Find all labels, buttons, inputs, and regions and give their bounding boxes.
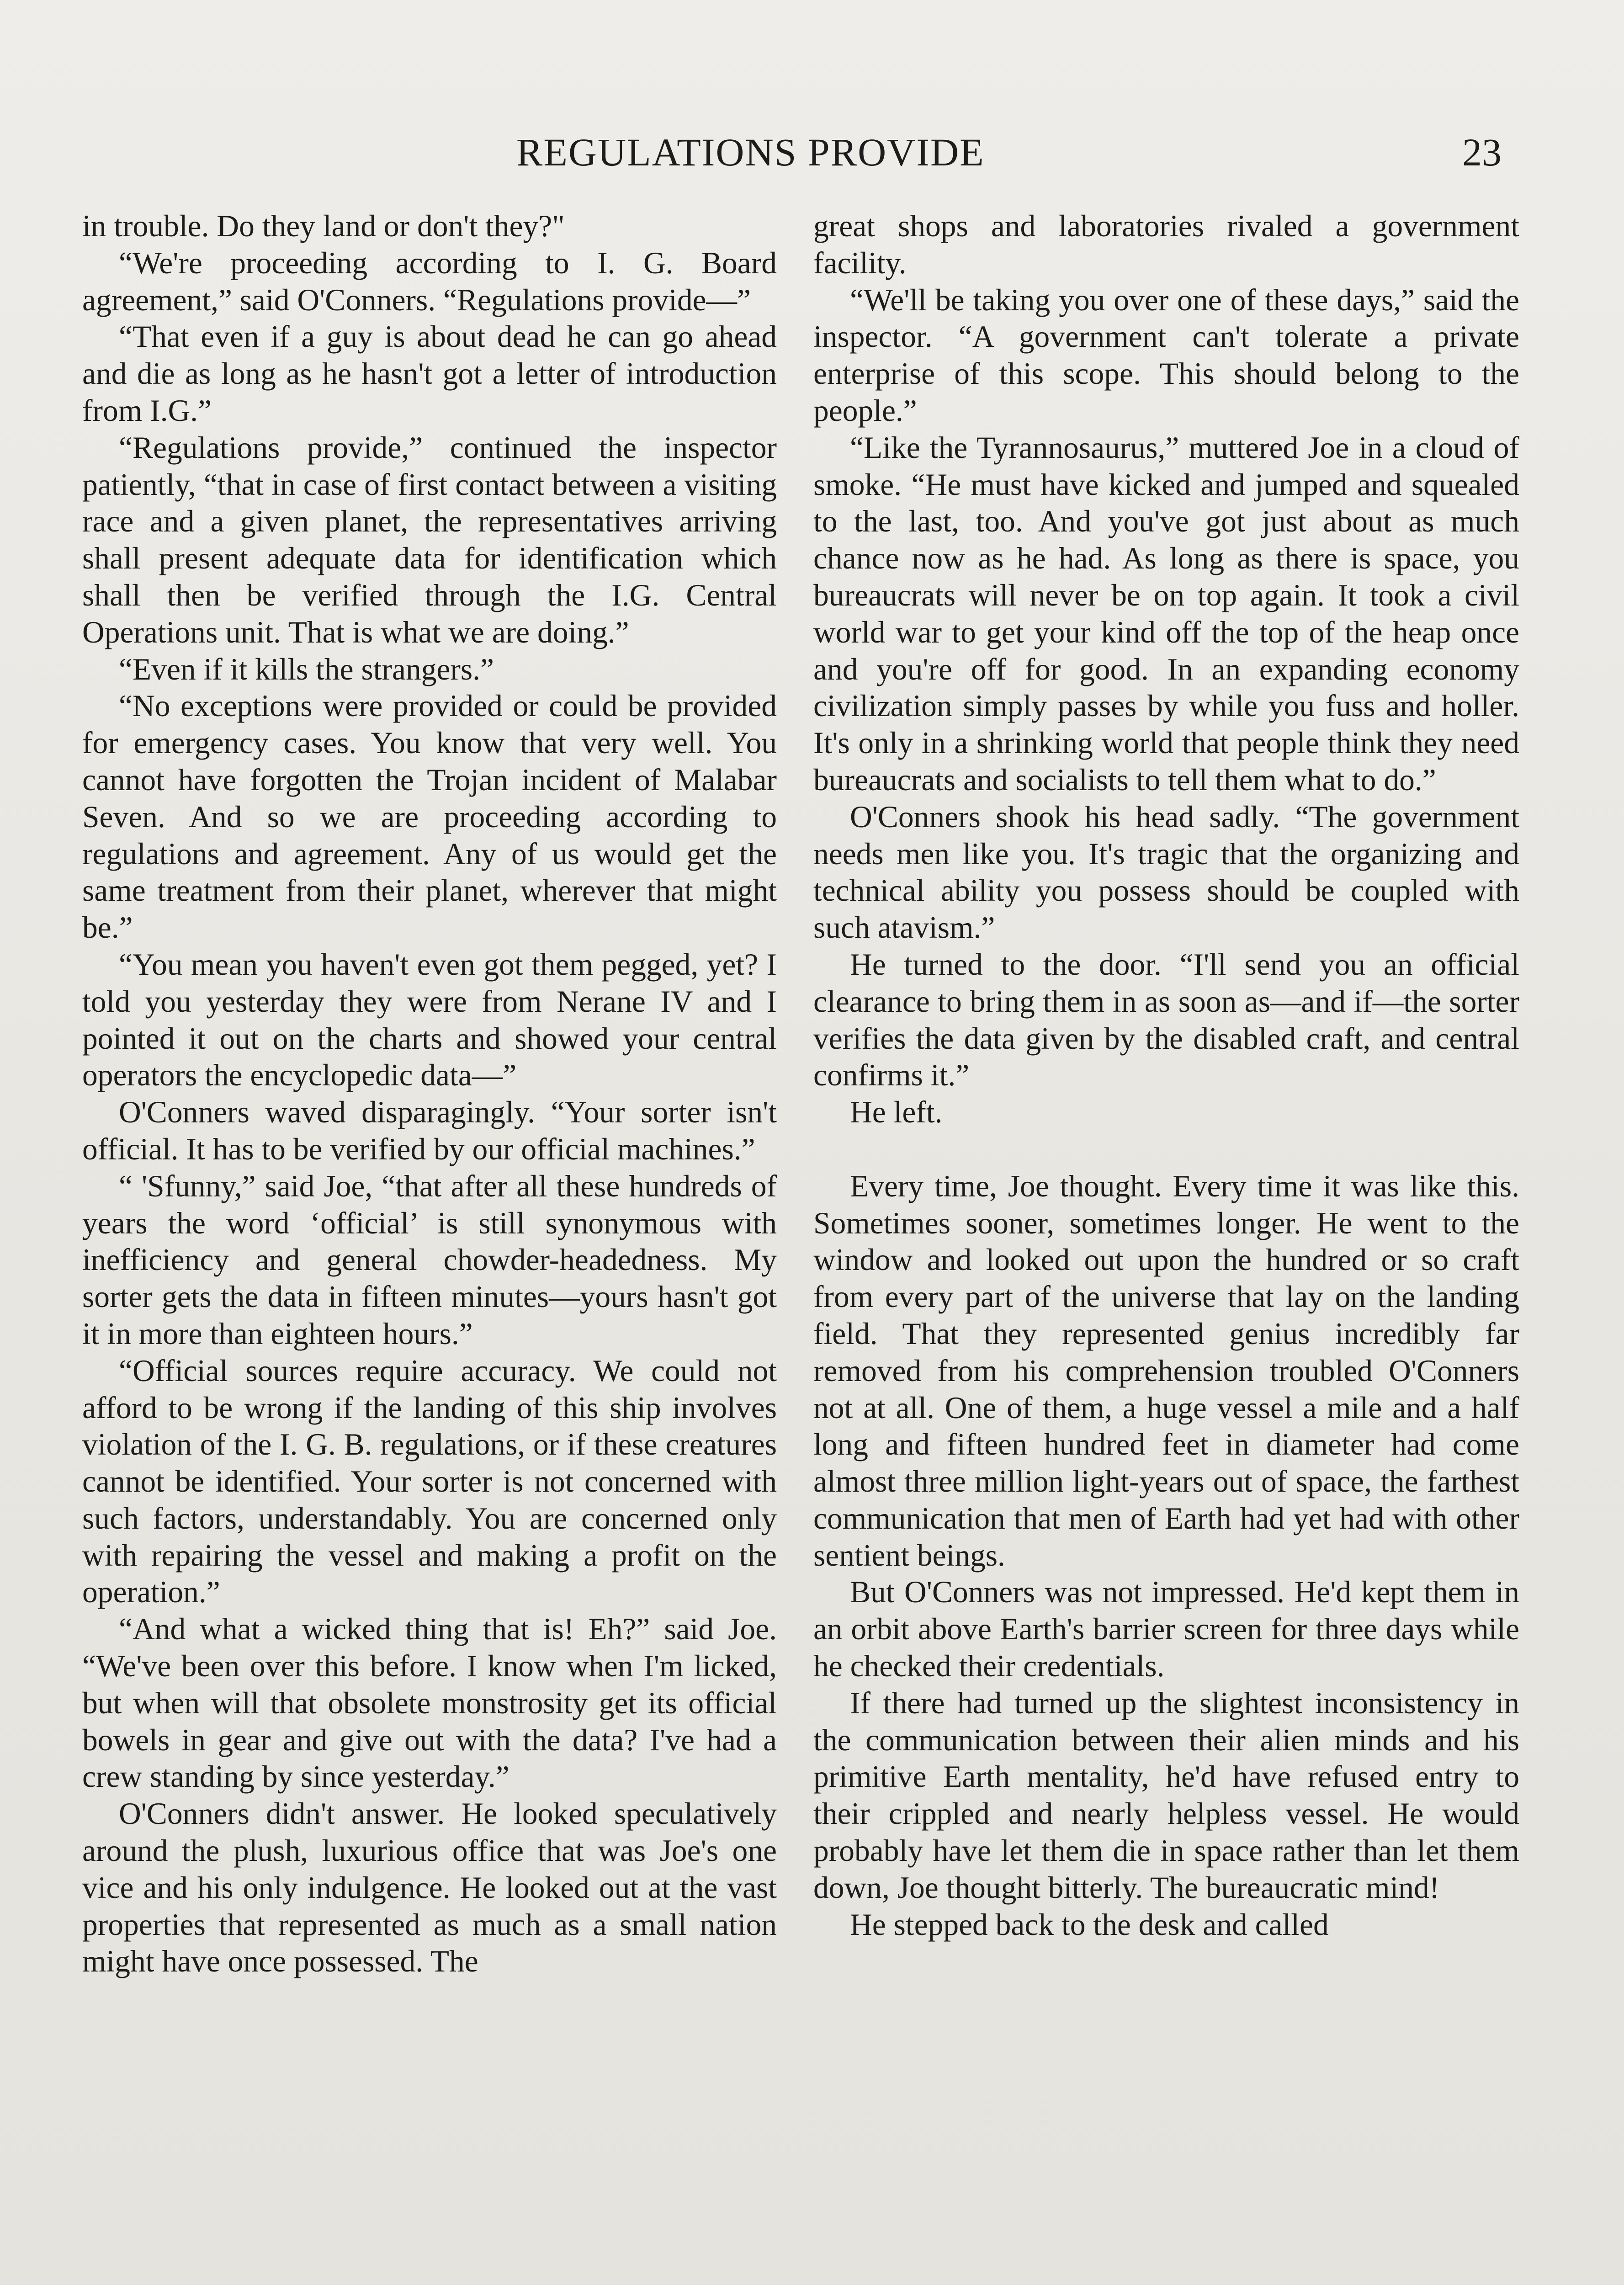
paragraph: “We'll be taking you over one of these days,” said the inspector. “A government can't tolerate a private enterprise of this scope. This should belong to the people.”	[813, 282, 1519, 428]
paragraph: Every time, Joe thought. Every time it was like this. Sometimes sooner, sometimes longer. He went to the window and looked out upon the hundred or so craft from every part of the universe that lay on the landing field. That they represented genius incredibly far removed from his comprehension troubled O'Conners not at all. One of them, a huge vessel a mile and a half long and fifteen hundred feet in diameter had come almost three million light-years out of space, the farthest communication that men of Earth had yet had with other sentient beings.	[813, 1169, 1519, 1573]
paragraph: “And what a wicked thing that is! Eh?” said Joe. “We've been over this before. I know when I'm licked, but when will that obsolete monstrosity get its official bowels in gear and give out with the data? I've had a crew standing by since yesterday.”	[82, 1612, 777, 1794]
paragraph: O'Conners shook his head sadly. “The government needs men like you. It's tragic that the organizing and technical ability you possess should be coupled with such atavism.”	[813, 799, 1519, 945]
paragraph: But O'Conners was not impressed. He'd kept them in an orbit above Earth's barrier screen for three days while he checked their credentials.	[813, 1575, 1519, 1684]
paragraph: O'Conners didn't answer. He looked speculatively around the plush, luxurious office that was Joe's one vice and his only indulgence. He looked out at the vast properties that represented as much as a small nation might have once possessed. The	[82, 1796, 777, 1979]
paragraph: He turned to the door. “I'll send you an official clearance to bring them in as soon as—and if—the sorter verifies the data given by the disabled craft, and central confirms it.”	[813, 947, 1519, 1093]
paragraph: “Even if it kills the strangers.”	[119, 652, 494, 686]
paragraph: If there had turned up the slightest inconsistency in the communication between their alien minds and his primitive Earth mentality, he'd have refused entry to their crippled and nearly helpless vessel. He would probably have let them die in space rather than let them down, Joe thought bitterly. The bureaucratic mind!	[813, 1685, 1519, 1905]
paragraph: “We're proceeding according to I. G. Board agreement,” said O'Conners. “Regulations provide—”	[82, 245, 777, 317]
paragraph: He left.	[850, 1095, 943, 1130]
paragraph: “Like the Tyrannosaurus,” muttered Joe in a cloud of smoke. “He must have kicked and jumped and squealed to the last, too. And you've got just about as much chance now as he had. As long as there is space, you bureaucrats will never be on top again. It took a civil world war to get your kind off the top of the heap once and you're off for good. In an expanding economy civilization simply passes by while you fuss and holler. It's only in a shrinking world that people think they need bureaucrats and socialists to tell them what to do.”	[813, 430, 1519, 797]
paragraph: “Official sources require accuracy. We could not afford to be wrong if the landing of this ship involves violation of the I. G. B. regulations, or if these creatures cannot be identified. Your sorter is not concerned with such factors, understandably. You are concerned only with repairing the vessel and making a profit on the operation.”	[82, 1353, 777, 1610]
paragraph: great shops and laboratories rivaled a government facility.	[813, 209, 1519, 280]
paragraph: He stepped back to the desk and called	[850, 1907, 1329, 1942]
paragraph: “You mean you haven't even got them pegged, yet? I told you yesterday they were from Nerane IV and I pointed it out on the charts and showed your central operators the encyclopedic data—”	[82, 947, 777, 1093]
paragraph: “ 'Sfunny,” said Joe, “that after all these hundreds of years the word ‘official’ is still synonymous with inefficiency and general chowder-headedness. My sorter gets the data in fifteen minutes—yours hasn't got it in more than eighteen hours.”	[82, 1169, 777, 1351]
left-text-column	[82, 208, 777, 1980]
running-head-title: REGULATIONS PROVIDE	[516, 130, 985, 174]
paragraph: O'Conners waved disparagingly. “Your sorter isn't official. It has to be verified by our official machines.”	[82, 1095, 777, 1166]
right-text-column	[813, 208, 1519, 1943]
paragraph: “That even if a guy is about dead he can go ahead and die as long as he hasn't got a letter of introduction from I.G.”	[82, 319, 777, 428]
paragraph: “No exceptions were provided or could be provided for emergency cases. You know that very well. You cannot have forgotten the Trojan incident of Malabar Seven. And so we are proceeding according to regulations and agreement. Any of us would get the same treatment from their planet, wherever that might be.”	[82, 689, 777, 945]
paragraph: “Regulations provide,” continued the inspector patiently, “that in case of first contact between a visiting race and a given planet, the representatives arriving shall present adequate data for identification which shall then be verified through the I.G. Central Operations unit. That is what we are doing.”	[82, 430, 777, 649]
page-number: 23	[1462, 130, 1502, 174]
paragraph: in trouble. Do they land or don't they?"	[82, 209, 565, 243]
